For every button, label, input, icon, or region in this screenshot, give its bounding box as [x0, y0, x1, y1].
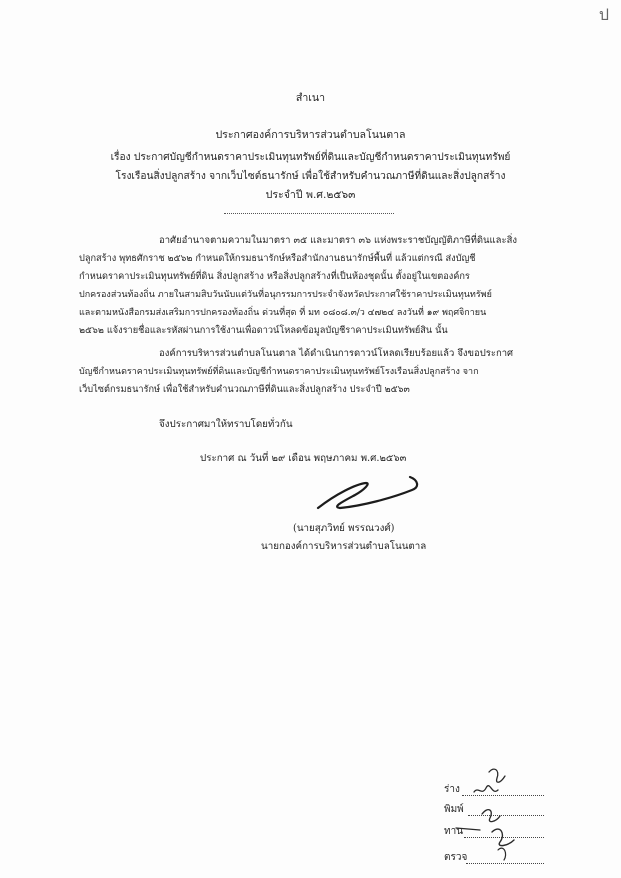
paragraph-1-line-1: อาศัยอำนาจตามความในมาตรา ๓๕ และมาตรา ๓๖ แห่งพระราชบัญญัติภาษีที่ดินและสิ่ง [159, 235, 518, 246]
announcement-date: ประกาศ ณ วันที่ ๒๙ เดือน พฤษภาคม พ.ศ.๒๕๖๓ [200, 453, 407, 464]
copy-label: สำเนา [295, 92, 326, 104]
stamp-typed-label: พิมพ์ [444, 804, 464, 815]
signatory-name: (นายสุภวิทย์ พรรณวงศ์) [293, 523, 395, 534]
paragraph-1-line-6: ๒๕๖๒ แจ้งรายชื่อและรหัสผ่านการใช้งานเพื่อดาวน์โหลดข้อมูลบัญชีราคาประเมินทรัพย์สิน นั้น [79, 325, 448, 336]
closing-statement: จึงประกาศมาให้ทราบโดยทั่วกัน [159, 419, 293, 430]
paragraph-2-line-2: บัญชีกำหนดราคาประเมินทุนทรัพย์ที่ดินและบัญชีกำหนดราคาประเมินทุนทรัพย์โรงเรือนสิ่งปลูกสร้าง จาก [79, 367, 479, 377]
stamp-review-label: ทาน [444, 826, 464, 837]
approval-stamp [404, 766, 604, 874]
announcement-agency: ประกาศองค์การบริหารส่วนตำบลโนนตาล [215, 129, 406, 141]
subject-line-1: เรื่อง ประกาศบัญชีกำหนดราคาประเมินทุนทรัพย์ที่ดินและบัญชีกำหนดราคาประเมินทุนทรัพย์ [110, 152, 511, 163]
subject-line-3: ประจำปี พ.ศ.๒๕๖๓ [265, 189, 356, 201]
paragraph-2-line-1: องค์การบริหารส่วนตำบลโนนตาล ได้ดำเนินการดาวน์โหลดเรียบร้อยแล้ว จึงขอประกาศ [159, 348, 514, 359]
stamp-draft-label: ร่าง [444, 784, 460, 795]
separator-dotted-line [224, 213, 394, 214]
stamp-check-label: ตรวจ [444, 852, 468, 863]
signatory-position: นายกองค์การบริหารส่วนตำบลโนนตาล [261, 541, 427, 552]
paragraph-1-line-4: ปกครองส่วนท้องถิ่น ภายในสามสิบวันนับแต่วันที่อนุกรรมการประจำจังหวัดประกาศใช้ราคาประเมินทุนทรัพย์ [79, 290, 492, 300]
paragraph-1-line-3: กำหนดราคาประเมินทุนทรัพย์ที่ดิน สิ่งปลูกสร้าง หรือสิ่งปลูกสร้างที่เป็นห้องชุดนั้น ตั้งอยู่ในเขตองค์กร [79, 271, 470, 282]
paragraph-1-line-2: ปลูกสร้าง พุทธศักราช ๒๕๖๒ กำหนดให้กรมธนารักษ์หรือสำนักงานธนารักษ์พื้นที่ แล้วแต่กรณี ส่งบัญชี [79, 253, 476, 264]
subject-line-2: โรงเรือนสิ่งปลูกสร้าง จากเว็บไซต์ธนารักษ์ เพื่อใช้สำหรับคำนวณภาษีที่ดินและสิ่งปลูกสร้าง [115, 171, 506, 182]
stamp-initials-scribble [404, 766, 604, 874]
paragraph-2-line-3: เว็บไซต์กรมธนารักษ์ เพื่อใช้สำหรับคำนวณภาษีที่ดินและสิ่งปลูกสร้าง ประจำปี ๒๕๖๓ [79, 384, 410, 395]
corner-handwritten-mark: ป [598, 5, 609, 24]
paragraph-1-line-5: และตามหนังสือกรมส่งเสริมการปกครองท้องถิ่น ด่วนที่สุด ที่ มท ๐๘๐๘.๓/ว ๔๗๒๔ ลงวันที่ ๑๙ พฤศจิกายน [79, 308, 487, 318]
